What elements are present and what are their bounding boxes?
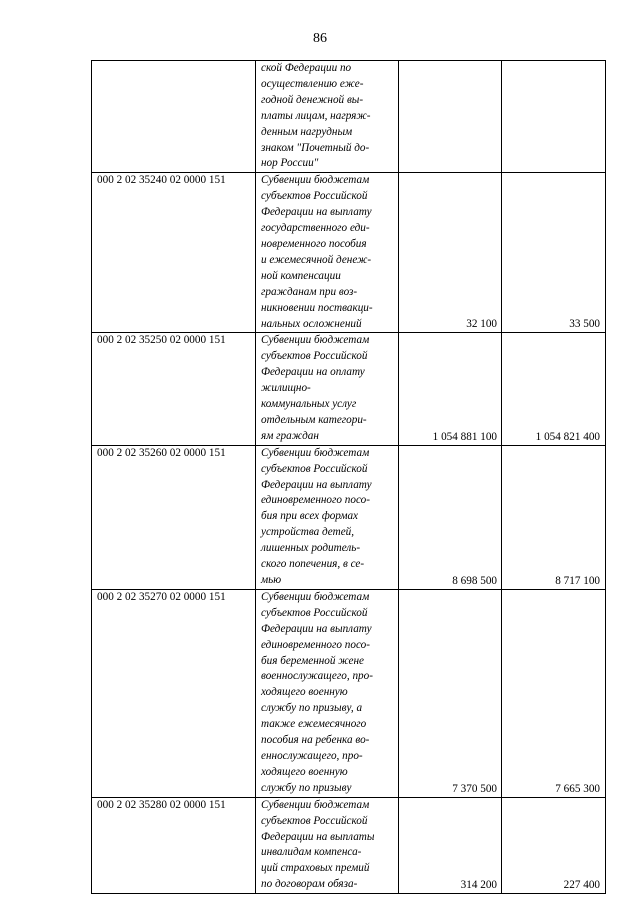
budget-code-cell: 000 2 02 35260 02 0000 151 xyxy=(92,445,256,589)
revenue-name-line: коммунальных услуг xyxy=(261,398,357,411)
amount-year-2-cell xyxy=(502,173,606,333)
revenue-name-line: новременного пособия xyxy=(261,237,367,250)
amount-year-1: 7 370 500 xyxy=(452,782,497,795)
page-number: 86 xyxy=(313,31,327,46)
table-body xyxy=(92,61,606,894)
revenue-name-line: гражданам при воз- xyxy=(261,285,358,298)
budget-code-cell: 000 2 02 35250 02 0000 151 xyxy=(92,333,256,445)
revenue-name-line: единовременного посо- xyxy=(261,638,370,651)
revenue-name-line: службу по призыву, а xyxy=(261,702,363,715)
revenue-name-line: службу по призыву xyxy=(261,781,352,794)
revenue-name-line: платы лицам, нагряж- xyxy=(261,109,371,122)
amount-year-1-cell xyxy=(399,173,502,333)
revenue-name-line: Федерации на оплату xyxy=(261,366,365,379)
revenue-name-line: Федерации на выплату xyxy=(261,206,372,219)
revenue-name-line: также ежемесячного xyxy=(261,718,367,731)
table-row xyxy=(92,445,606,589)
amount-year-1-cell xyxy=(399,589,502,797)
revenue-name-line: инвалидам компенса- xyxy=(261,846,362,859)
revenue-name-line: ходящего военную xyxy=(261,686,348,699)
revenue-name-line: мью xyxy=(261,574,282,586)
amount-year-1-cell xyxy=(399,797,502,893)
revenue-name-line: устройства детей, xyxy=(261,526,355,539)
amount-year-2: 227 400 xyxy=(563,879,600,892)
revenue-name-line: отдельным категори- xyxy=(261,413,367,426)
revenue-name-line: субъектов Российской xyxy=(261,814,368,827)
amount-year-2-cell xyxy=(502,333,606,445)
revenue-name-line: никновении поствакци- xyxy=(261,301,373,314)
revenue-name-line: Субвенции бюджетам xyxy=(261,334,370,347)
revenue-name-cell xyxy=(256,589,399,797)
revenue-name-line: Субвенции бюджетам xyxy=(261,798,370,811)
revenue-name-line: Федерации на выплаты xyxy=(261,830,375,843)
revenue-name-line: пособия на ребенка во- xyxy=(261,734,370,747)
amount-year-1-cell xyxy=(399,445,502,589)
table-row xyxy=(92,589,606,797)
revenue-name-line: ской Федерации по xyxy=(261,62,352,74)
revenue-name-line: единовременного посо- xyxy=(261,494,370,507)
amount-year-1: 1 054 881 100 xyxy=(432,430,497,443)
budget-code-cell: 000 2 02 35280 02 0000 151 xyxy=(92,797,256,893)
revenue-name-line: субъектов Российской xyxy=(261,606,368,619)
revenue-name-line: нальных осложнений xyxy=(261,317,362,330)
revenue-name-line: ского попечения, в се- xyxy=(261,558,365,571)
revenue-name-line: ям граждан xyxy=(261,429,319,442)
revenue-name-cell xyxy=(256,173,399,333)
amount-year-1-cell xyxy=(399,61,502,173)
table-row xyxy=(92,333,606,445)
revenue-name-line: знаком "Почетный до- xyxy=(261,141,370,154)
revenue-name-line: военнослужащего, про- xyxy=(261,670,373,683)
revenue-name-line: и ежемесячной денеж- xyxy=(261,253,372,266)
revenue-name-line: ций страховых премий xyxy=(261,862,370,875)
revenue-name-line: субъектов Российской xyxy=(261,190,368,203)
revenue-name-cell xyxy=(256,445,399,589)
revenue-name-line: Федерации на выплату xyxy=(261,478,372,491)
revenue-name-line: субъектов Российской xyxy=(261,350,368,363)
amount-year-2-cell xyxy=(502,61,606,173)
revenue-name-line: субъектов Российской xyxy=(261,462,368,475)
revenue-name-line: бия при всех формах xyxy=(261,510,359,523)
amount-year-2-cell xyxy=(502,589,606,797)
budget-table xyxy=(91,60,606,894)
amount-year-1: 314 200 xyxy=(460,879,497,892)
revenue-name-line: ной компенсации xyxy=(261,269,341,282)
table-row xyxy=(92,61,606,173)
revenue-name-cell xyxy=(256,797,399,893)
amount-year-2: 1 054 821 400 xyxy=(535,430,600,443)
amount-year-2: 7 665 300 xyxy=(555,782,600,795)
revenue-name-line: Субвенции бюджетам xyxy=(261,446,370,459)
revenue-name-line: ходящего военную xyxy=(261,765,348,778)
amount-year-1: 32 100 xyxy=(466,318,497,331)
amount-year-2: 33 500 xyxy=(569,318,600,331)
revenue-name-line: бия беременной жене xyxy=(261,654,365,667)
table-row xyxy=(92,797,606,893)
revenue-name-line: государственного еди- xyxy=(261,222,370,235)
amount-year-1: 8 698 500 xyxy=(452,574,497,587)
revenue-name-line: годной денежной вы- xyxy=(261,93,364,106)
table-row xyxy=(92,173,606,333)
budget-code-cell: 000 2 02 35270 02 0000 151 xyxy=(92,589,256,797)
amount-year-2: 8 717 100 xyxy=(555,574,600,587)
revenue-name-line: жилищно- xyxy=(261,382,311,395)
amount-year-2-cell xyxy=(502,445,606,589)
revenue-name-line: еннослужащего, про- xyxy=(261,749,363,762)
revenue-name-line: Субвенции бюджетам xyxy=(261,590,370,603)
revenue-name-line: по договорам обяза- xyxy=(261,878,358,891)
budget-code-cell: 000 2 02 35240 02 0000 151 xyxy=(92,173,256,333)
budget-code-cell xyxy=(92,61,256,173)
revenue-name-cell xyxy=(256,61,399,173)
amount-year-2-cell xyxy=(502,797,606,893)
revenue-name-line: лишенных родитель- xyxy=(261,542,361,555)
revenue-name-line: Федерации на выплату xyxy=(261,622,372,635)
revenue-name-line: осуществлению еже- xyxy=(261,77,364,90)
amount-year-1-cell xyxy=(399,333,502,445)
revenue-name-cell xyxy=(256,333,399,445)
revenue-name-line: денным нагрудным xyxy=(261,125,353,138)
revenue-name-line: нор России" xyxy=(261,157,319,170)
revenue-name-line: Субвенции бюджетам xyxy=(261,174,370,187)
